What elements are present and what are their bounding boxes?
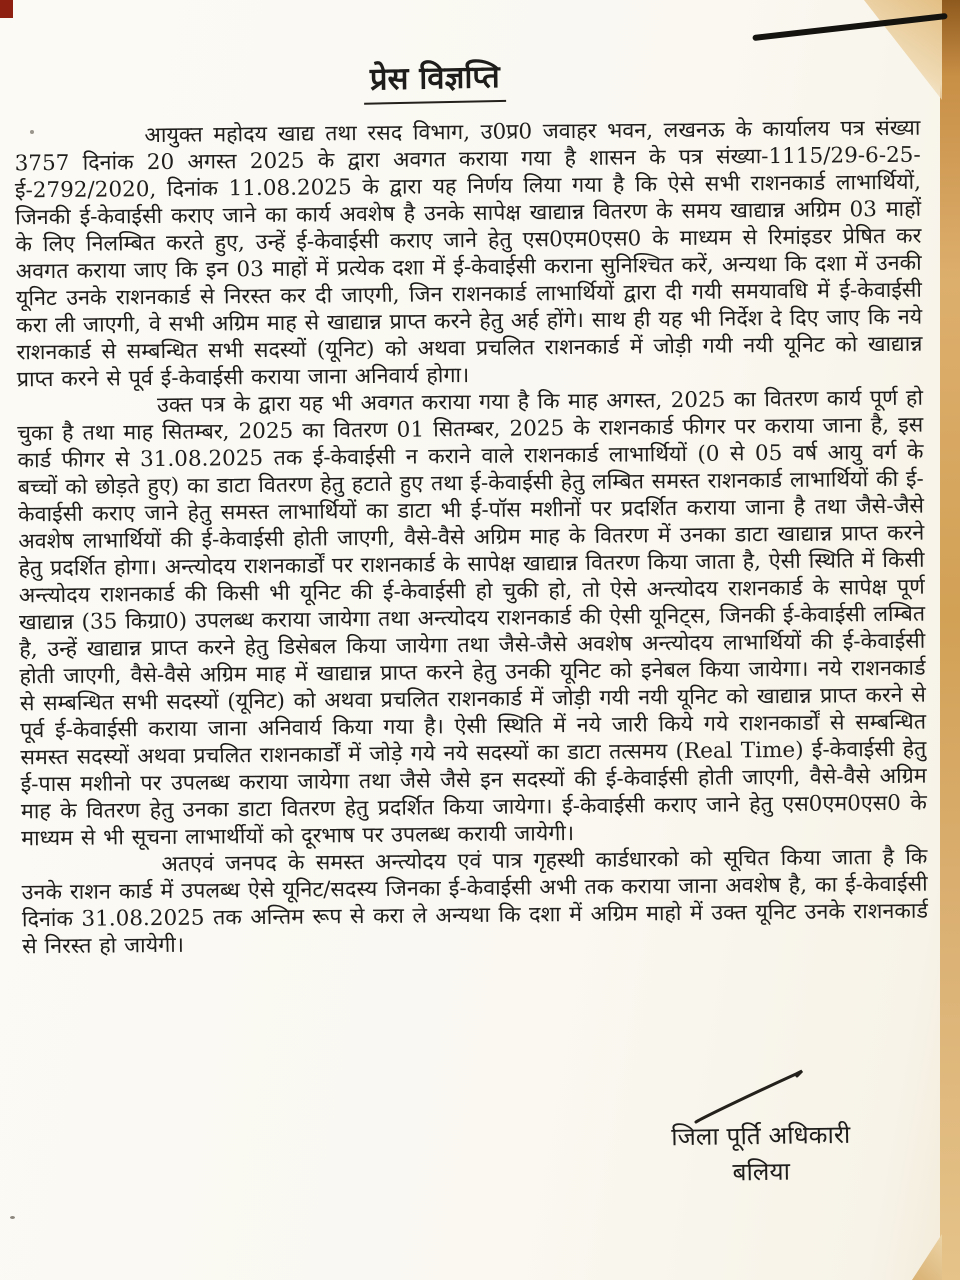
paragraph-1: आयुक्त महोदय खाद्य तथा रसद विभाग, उ0प्र0 जवाहर भवन, लखनऊ के कार्यालय पत्र संख्या 3757 दिनांक 20 अगस्त 2025 के द्वारा अवगत कराया गया है शासन के पत्र संख्या-1115/29-6-25-ई-2792/2020, दिनांक 11.08.2025 के द्वारा यह निर्णय लिया गया है कि ऐसे सभी राशनकार्ड लाभार्थियों, जिनकी ई-केवाईसी कराए जाने का कार्य अवशेष है उनके सापेक्ष खाद्यान्न वितरण के समय खाद्यान्न अग्रिम 03 माहों के लिए निलम्बित करते हुए, उन्हें ई-केवाईसी कराए जाने हेतु एस0एम0एस0 के माध्यम से रिमांइडर प्रेषित कर अवगत कराया जाए कि इन 03 माहों में प्रत्येक दशा में ई-केवाईसी कराना सुनिश्चित करें, अन्यथा कि दशा में उनकी यूनिट उनके राशनकार्ड से निरस्त कर दी जाएगी, जिन राशनकार्ड लाभार्थियों द्वारा दी गयी समयावधि में ई-केवाईसी करा ली जाएगी, वे सभी अग्रिम माह से खाद्यान्न प्राप्त करने हेतु अर्ह होंगे। साथ ही यह भी निर्देश दे दिए जाए कि नये राशनकार्ड से सम्बन्धित सभी सदस्यों (यूनिट) को अथवा प्रचलित राशनकार्ड में जोड़ी गयी नयी यूनिट को खाद्यान्न प्राप्त करने से पूर्व ई-केवाईसी कराया जाना अनिवार्य होगा। (14, 115, 923, 393)
signatory-place: बलिया (732, 1156, 791, 1187)
title-wrap (0, 52, 888, 108)
paragraph-2: उक्त पत्र के द्वारा यह भी अवगत कराया गया है कि माह अगस्त, 2025 का वितरण कार्य पूर्ण हो चुका है तथा माह सितम्बर, 2025 का वितरण 01 सितम्बर, 2025 के राशनकार्ड फीगर पर कराया जाना है, इस कार्ड फीगर से 31.08.2025 तक ई-केवाईसी न कराने वाले राशनकार्ड लाभार्थियों (0 से 05 वर्ष आयु वर्ग के बच्चों को छोड़ते हुए) का डाटा वितरण हेतु हटाते हुए तथा ई-केवाईसी हेतु लम्बित समस्त राशनकार्ड लाभार्थियों की ई-केवाईसी कराए जाने हेतु समस्त लाभार्थियों का डाटा भी ई-पॉस मशीनों पर प्रदर्शित कराया जाना है तथा जैसे-जैसे अवशेष लाभार्थियों की ई-केवाईसी होती जाएगी, वैसे-वैसे अग्रिम माह के वितरण में उनका डाटा खाद्यान्न प्राप्त करने हेतु प्रदर्शित होगा। अन्त्योदय राशनकार्डों पर राशनकार्ड के सापेक्ष खाद्यान्न वितरण किया जाता है, ऐसी स्थिति में किसी अन्त्योदय राशनकार्ड की किसी भी यूनिट की ई-केवाईसी हो चुकी हो, तो ऐसे अन्त्योदय राशनकार्ड के सापेक्ष पूर्ण खाद्यान्न (35 किग्रा0) उपलब्ध कराया जायेगा तथा अन्त्योदय राशनकार्ड की ऐसी यूनिट्स, जिनकी ई-केवाईसी लम्बित है, उन्हें खाद्यान्न प्राप्त करने हेतु डिसेबल किया जायेगा तथा जैसे-जैसे अवशेष अन्त्योदय लाभार्थियों की ई-केवाईसी होती जाएगी, वैसे-वैसे अग्रिम माह में खाद्यान्न प्राप्त करने हेतु उनकी यूनिट को इनेबल किया जायेगा। नये राशनकार्ड से सम्बन्धित सभी सदस्यों (यूनिट) को अथवा प्रचलित राशनकार्ड में जोड़ी गयी नयी यूनिट को खाद्यान्न प्राप्त करने से पूर्व ई-केवाईसी कराया जाना अनिवार्य किया गया है। ऐसी स्थिति में नये जारी किये गये राशनकार्डों से सम्बन्धित समस्त सदस्यों अथवा प्रचलित राशनकार्डों में जोड़े गये नये सदस्यों का डाटा तत्समय (Real Time) ई-केवाईसी हेतु ई-पास मशीनो पर उपलब्ध कराया जायेगा तथा जैसे जैसे इन सदस्यों की ई-केवाईसी होती जाएगी, वैसे-वैसे अग्रिम माह के वितरण हेतु उनका डाटा वितरण हेतु प्रदर्शित किया जायेगा। ई-केवाईसी कराए जाने हेतु एस0एम0एस0 के माध्यम से भी सूचना लाभार्थीयों को दूरभाष पर उपलब्ध करायी जायेगी। (17, 385, 927, 852)
scan-corner-bottom-right (912, 1234, 942, 1280)
signatory-designation: जिला पूर्ति अधिकारी (671, 1119, 851, 1152)
paragraph-3: अतएवं जनपद के समस्त अन्त्योदय एवं पात्र गृहस्थी कार्डधारको को सूचित किया जाता है कि उनके राशन कार्ड में उपलब्ध ऐसे यूनिट/सदस्य जिनका ई-केवाईसी अभी तक कराया जाना अवशेष है, का ई-केवाईसी दिनांक 31.08.2025 तक अन्तिम रूप से करा ले अन्यथा कि दशा में अग्रिम माहो में उक्त यूनिट उनके राशनकार्ड से निरस्त हो जायेगी। (21, 844, 929, 960)
scan-speck (10, 1216, 15, 1219)
scan-edge-strip (940, 0, 960, 1280)
signature-block (636, 1116, 887, 1191)
scan-red-mark (0, 0, 13, 18)
document-body (14, 52, 929, 961)
page-title: प्रेस विज्ञप्ति (364, 55, 506, 105)
